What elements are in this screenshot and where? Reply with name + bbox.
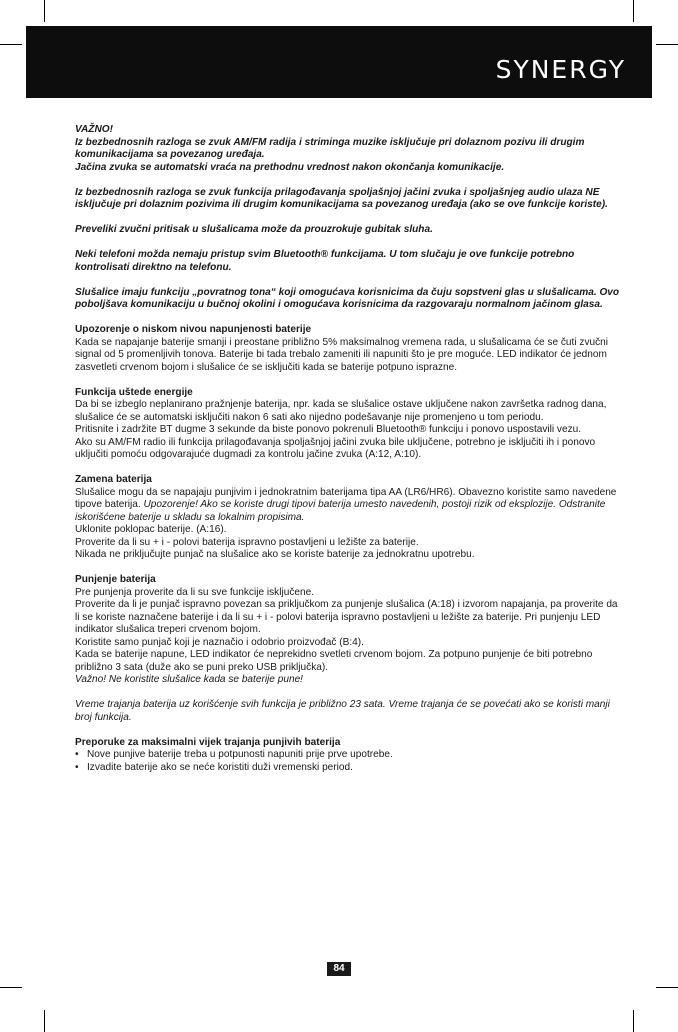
section-text: Pre punjenja proverite da li su sve funkcije isključene. <box>75 586 315 598</box>
section-text: Kada se baterije napune, LED indikator će neprekidno svetleti crvenom bojom. Za potpuno punjenje će biti potrebno približno 3 sata (duže ako se puni preko USB priključka). <box>75 649 593 673</box>
notice-line: Iz bezbednosnih razloga se zvuk AM/FM radija i striminga muzike isključuje pri dolaznom pozivu ili drugim komunikacijama sa povezanog uređaja. <box>75 136 585 160</box>
manual-content <box>75 124 620 774</box>
charging-section <box>75 574 620 687</box>
notice-paragraph: Preveliki zvučni pritisak u slušalicama može da prouzrokuje gubitak sluha. <box>75 224 433 235</box>
crop-mark <box>656 987 678 988</box>
crop-mark <box>0 44 22 45</box>
list-item: • Nove punjive baterije treba u potpunosti napuniti prije prve upotrebe. <box>75 749 620 762</box>
recommendations-section <box>75 737 620 775</box>
notice-title: VAŽNO! <box>75 124 113 135</box>
section-text <box>75 487 620 525</box>
runtime-note: Vreme trajanja baterija uz korišćenje svih funkcija je približno 23 sata. Vreme trajanja će se povećati ako se koristi manji broj funkcija. <box>75 699 610 723</box>
section-heading: Upozorenje o niskom nivou napunjenosti baterije <box>75 324 312 335</box>
section-text: Da bi se izbeglo neplanirano pražnjenje baterija, npr. kada se slušalice ostave uključene nakon završetka radnog dana, slušalice će se automatski isključiti nakon 6 sati ako nijedno podešavanje nije promenjeno u tom periodu. <box>75 399 607 423</box>
notice-paragraph: Iz bezbednosnih razloga se zvuk funkcija prilagođavanja spoljašnjoj jačini zvuka i spoljašnjeg audio ulaza NE isključuje pri dolaznim pozivima ili drugim komunikacijama sa povezanog uređaja (ako se ove funkcije koriste). <box>75 186 608 210</box>
recommendations-list <box>75 749 620 774</box>
power-saving-section <box>75 387 620 462</box>
section-text: Koristite samo punjač koji je naznačio i odobrio proizvođač (B:4). <box>75 636 364 648</box>
notice-line: Jačina zvuka se automatski vraća na prethodnu vrednost nakon okončanja komunikacije. <box>75 161 505 173</box>
section-text: Uklonite poklopac baterije. (A:16). <box>75 524 227 535</box>
notice-paragraph: Neki telefoni možda nemaju pristup svim Bluetooth® funkcijama. U tom slučaju je ove funkcije potrebno kontrolisati direktno na telefonu. <box>75 249 575 273</box>
section-heading: Punjenje baterija <box>75 574 156 585</box>
crop-mark <box>0 987 22 988</box>
crop-mark <box>633 1010 634 1032</box>
page-number: 84 <box>327 962 351 976</box>
section-text: Pritisnite i zadržite BT dugme 3 sekunde da biste ponovo pokrenuli Bluetooth® funkciju i ponovo uspostavili vezu. <box>75 424 582 435</box>
section-text: Ako su AM/FM radio ili funkcija prilagođavanja spoljašnjoj jačini zvuka bile uključene, potrebno je isključiti ih i ponovo uključiti pomoću odgovarajuće dugmadi za kontrolu jačine zvuka (A:12, A:10). <box>75 436 596 460</box>
notice-paragraph: Slušalice imaju funkciju „povratnog tona“ koji omogućava korisnicima da čuju sopstveni glas u slušalicama. Ovo poboljšava komunikaciju u bučnoj okolini i omogućava korisnicima da razgovaraju normalnom jačinom glasa. <box>75 286 620 310</box>
crop-mark <box>44 0 45 22</box>
section-text: Nikada ne priključujte punjač na slušalice ako se koriste baterije za jednokratnu upotrebu. <box>75 549 475 560</box>
low-battery-section <box>75 324 620 374</box>
brand-logo: SYNERGY <box>495 55 626 84</box>
section-heading: Preporuke za maksimalni vijek trajanja punjivih baterija <box>75 736 341 748</box>
list-item: • Izvadite baterije ako se neće koristiti duži vremenski period. <box>75 762 620 775</box>
explosion-warning: Upozorenje! Ako se koriste drugi tipovi baterija umesto navedenih, postoji rizik od eksplozije. Odstranite iskorišćene baterije u skladu sa lokalnim propisima. <box>75 499 606 523</box>
section-text: Proverite da li je punjač ispravno povezan sa priključkom za punjenje slušalica (A:18) i izvorom napajanja, pa proverite da li se koriste naznačene baterije i da li su + i - polovi baterija ispravno postavljeni u ležište za baterije. Pri punjenju LED indikator slušalica treperi crvenom bojom. <box>75 599 618 635</box>
section-text-regular: Slušalice mogu da se napajaju punjivim i jednokratnim baterijama tipa AA (LR6/HR6). Obavezno koristite samo navedene tipove baterija. <box>75 486 617 510</box>
section-heading: Funkcija uštede energije <box>75 386 193 398</box>
section-text: Proverite da li su + i - polovi baterija ispravno postavljeni u ležište za baterije. <box>75 536 419 548</box>
battery-replacement-section <box>75 474 620 562</box>
section-text: Kada se napajanje baterije smanji i preostane približno 5% maksimalnog vremena rada, u slušalicama će se čuti zvučni signal od 5 promenljivih tonova. Baterije bi tada trebalo zameniti ili napuniti što je pre moguće. LED indikator će jednom zasvetleti crvenom bojom i slušalice će se isključiti kada se baterije potpuno isprazne. <box>75 336 609 373</box>
safety-notice <box>75 124 620 174</box>
crop-mark <box>633 0 634 22</box>
charging-warning: Važno! Ne koristite slušalice kada se baterije pune! <box>75 674 303 685</box>
crop-mark <box>656 44 678 45</box>
crop-mark <box>44 1010 45 1032</box>
section-heading: Zamena baterija <box>75 474 152 485</box>
